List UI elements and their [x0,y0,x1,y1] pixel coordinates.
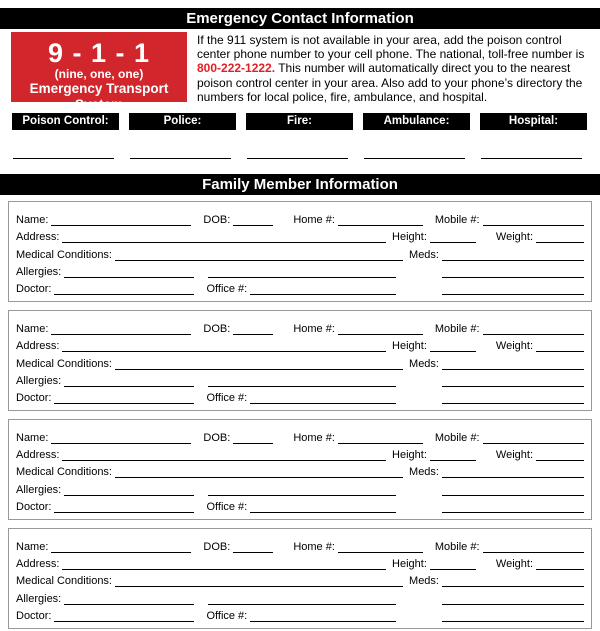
member-row-doctor [16,387,584,404]
allergies-fill-line[interactable] [64,488,194,496]
home-number-label: Home #: [293,541,335,554]
name-fill-line[interactable] [51,218,191,226]
instructions-text-before: If the 911 system is not available in your area, add the poison control center phone number to your cell phone. The national, toll-free number is [197,33,585,62]
medical-conditions-label: Medical Conditions: [16,466,112,479]
allergies-label: Allergies: [16,265,62,278]
home-number-label: Home #: [293,214,335,227]
call-911-box [11,32,187,112]
address-fill-line[interactable] [62,344,386,352]
mobile-number-label: Mobile #: [434,323,480,336]
mobile-number-fill-line[interactable] [483,436,584,444]
address-label: Address: [16,558,60,571]
poison-control-phone-number: 800-222-1222. [197,61,276,76]
member-row-address [16,444,584,461]
name-fill-line[interactable] [51,436,191,444]
medical-conditions-fill-line[interactable] [115,579,403,587]
name-fill-line[interactable] [51,327,191,335]
weight-fill-line[interactable] [536,344,584,352]
height-fill-line[interactable] [430,235,476,243]
address-label: Address: [16,340,60,353]
doctor-fill-line[interactable] [54,614,194,622]
office-number-label: Office #: [206,282,248,295]
height-label: Height: [392,340,427,353]
meds-fill-line[interactable] [442,579,584,587]
member-row-name [16,536,584,553]
height-fill-line[interactable] [430,344,476,352]
medical-conditions-label: Medical Conditions: [16,575,112,588]
member-row-doctor [16,605,584,622]
dob-fill-line[interactable] [233,218,273,226]
top-section [0,32,600,112]
dob-fill-line[interactable] [233,436,273,444]
doctor-label: Doctor: [16,391,52,404]
emergency-contact-title: Emergency Contact Information [186,10,414,27]
member-row-address [16,226,584,243]
medical-conditions-fill-line[interactable] [115,253,403,261]
section-header-family-member [0,174,600,195]
home-number-fill-line[interactable] [338,436,423,444]
dob-label: DOB: [203,432,231,445]
poison-control-instructions [197,32,589,104]
member-row-medical [16,352,584,369]
member-row-doctor [16,496,584,513]
address-fill-line[interactable] [62,453,386,461]
meds-label: Meds: [409,466,439,479]
fire-label: Fire: [246,113,353,130]
meds-extra-fill-line-2[interactable] [442,287,584,295]
dob-fill-line[interactable] [233,545,273,553]
medical-conditions-label: Medical Conditions: [16,357,112,370]
emergency-contact-form [0,8,600,631]
ambulance-label: Ambulance: [363,113,470,130]
family-member-block [8,528,592,629]
member-row-medical [16,243,584,260]
office-number-label: Office #: [206,500,248,513]
family-member-block [8,310,592,411]
home-number-fill-line[interactable] [338,218,423,226]
number-911-pronunciation: (nine, one, one) [54,67,144,81]
dob-label: DOB: [203,214,231,227]
meds-extra-fill-line[interactable] [442,379,584,387]
mobile-number-fill-line[interactable] [483,545,584,553]
allergies-fill-line[interactable] [64,270,194,278]
mobile-number-label: Mobile #: [434,541,480,554]
hospital-label: Hospital: [480,113,587,130]
ambulance-fill-line[interactable] [364,158,465,159]
section-header-emergency-contact [0,8,600,29]
allergies-label: Allergies: [16,483,62,496]
address-label: Address: [16,231,60,244]
allergies-label: Allergies: [16,592,62,605]
allergies-extra-fill-line[interactable] [208,488,396,496]
office-number-fill-line[interactable] [250,287,396,295]
mobile-number-fill-line[interactable] [483,327,584,335]
family-member-title: Family Member Information [202,176,398,194]
meds-label: Meds: [409,357,439,370]
office-number-label: Office #: [206,391,248,404]
allergies-fill-line[interactable] [64,597,194,605]
name-fill-line[interactable] [51,545,191,553]
height-label: Height: [392,231,427,244]
member-row-doctor [16,278,584,295]
office-number-fill-line[interactable] [250,396,396,404]
weight-label: Weight: [495,558,533,571]
doctor-fill-line[interactable] [54,396,194,404]
doctor-fill-line[interactable] [54,505,194,513]
contact-cell-poison-control [12,113,119,159]
mobile-number-label: Mobile #: [434,432,480,445]
allergies-extra-fill-line[interactable] [208,597,396,605]
name-label: Name: [16,214,49,227]
weight-label: Weight: [495,231,533,244]
dob-fill-line[interactable] [233,327,273,335]
height-fill-line[interactable] [430,453,476,461]
meds-extra-fill-line[interactable] [442,597,584,605]
meds-label: Meds: [409,575,439,588]
dob-label: DOB: [203,541,231,554]
member-row-name [16,209,584,226]
emergency-contacts-row [12,113,587,159]
member-row-medical [16,461,584,478]
meds-extra-fill-line[interactable] [442,270,584,278]
poison-control-label: Poison Control: [12,113,119,130]
allergies-label: Allergies: [16,374,62,387]
police-label: Police: [129,113,236,130]
home-number-fill-line[interactable] [338,327,423,335]
hospital-fill-line[interactable] [481,158,582,159]
contact-cell-police [129,113,236,159]
fire-fill-line[interactable] [247,158,348,159]
name-label: Name: [16,323,49,336]
contact-cell-ambulance [363,113,470,159]
member-row-allergies [16,478,584,495]
family-member-blocks [0,201,600,629]
height-fill-line[interactable] [430,562,476,570]
allergies-extra-fill-line[interactable] [208,270,396,278]
allergies-fill-line[interactable] [64,379,194,387]
address-label: Address: [16,449,60,462]
home-number-fill-line[interactable] [338,545,423,553]
allergies-extra-fill-line[interactable] [208,379,396,387]
meds-fill-line[interactable] [442,362,584,370]
height-label: Height: [392,449,427,462]
member-row-allergies [16,261,584,278]
height-label: Height: [392,558,427,571]
medical-conditions-label: Medical Conditions: [16,248,112,261]
doctor-label: Doctor: [16,500,52,513]
address-fill-line[interactable] [62,562,386,570]
meds-extra-fill-line-2[interactable] [442,614,584,622]
member-row-name [16,318,584,335]
dob-label: DOB: [203,323,231,336]
doctor-fill-line[interactable] [54,287,194,295]
family-member-block [8,419,592,520]
office-number-label: Office #: [206,609,248,622]
home-number-label: Home #: [293,432,335,445]
contact-cell-fire [246,113,353,159]
meds-extra-fill-line-2[interactable] [442,396,584,404]
emergency-transport-label: Emergency Transport System [29,81,169,112]
office-number-fill-line[interactable] [250,614,396,622]
home-number-label: Home #: [293,323,335,336]
meds-fill-line[interactable] [442,253,584,261]
medical-conditions-fill-line[interactable] [115,470,403,478]
poison-control-fill-line[interactable] [13,158,114,159]
member-row-name [16,427,584,444]
meds-label: Meds: [409,248,439,261]
mobile-number-label: Mobile #: [434,214,480,227]
member-row-allergies [16,587,584,604]
member-row-medical [16,570,584,587]
member-row-address [16,335,584,352]
meds-extra-fill-line-2[interactable] [442,505,584,513]
number-911: 9 - 1 - 1 [47,38,151,68]
weight-fill-line[interactable] [536,453,584,461]
weight-fill-line[interactable] [536,235,584,243]
weight-label: Weight: [495,449,533,462]
weight-fill-line[interactable] [536,562,584,570]
instructions-text-after: This number will automatically direct you to the nearest poison control center in your area. Also add to your phone’s directory the numbers for local police, fire, ambulance, and hospital. [197,61,583,104]
office-number-fill-line[interactable] [250,505,396,513]
meds-extra-fill-line[interactable] [442,488,584,496]
name-label: Name: [16,541,49,554]
family-member-block [8,201,592,302]
address-fill-line[interactable] [62,235,386,243]
medical-conditions-fill-line[interactable] [115,362,403,370]
meds-fill-line[interactable] [442,470,584,478]
doctor-label: Doctor: [16,282,52,295]
mobile-number-fill-line[interactable] [483,218,584,226]
doctor-label: Doctor: [16,609,52,622]
weight-label: Weight: [495,340,533,353]
police-fill-line[interactable] [130,158,231,159]
member-row-address [16,553,584,570]
member-row-allergies [16,370,584,387]
contact-cell-hospital [480,113,587,159]
name-label: Name: [16,432,49,445]
